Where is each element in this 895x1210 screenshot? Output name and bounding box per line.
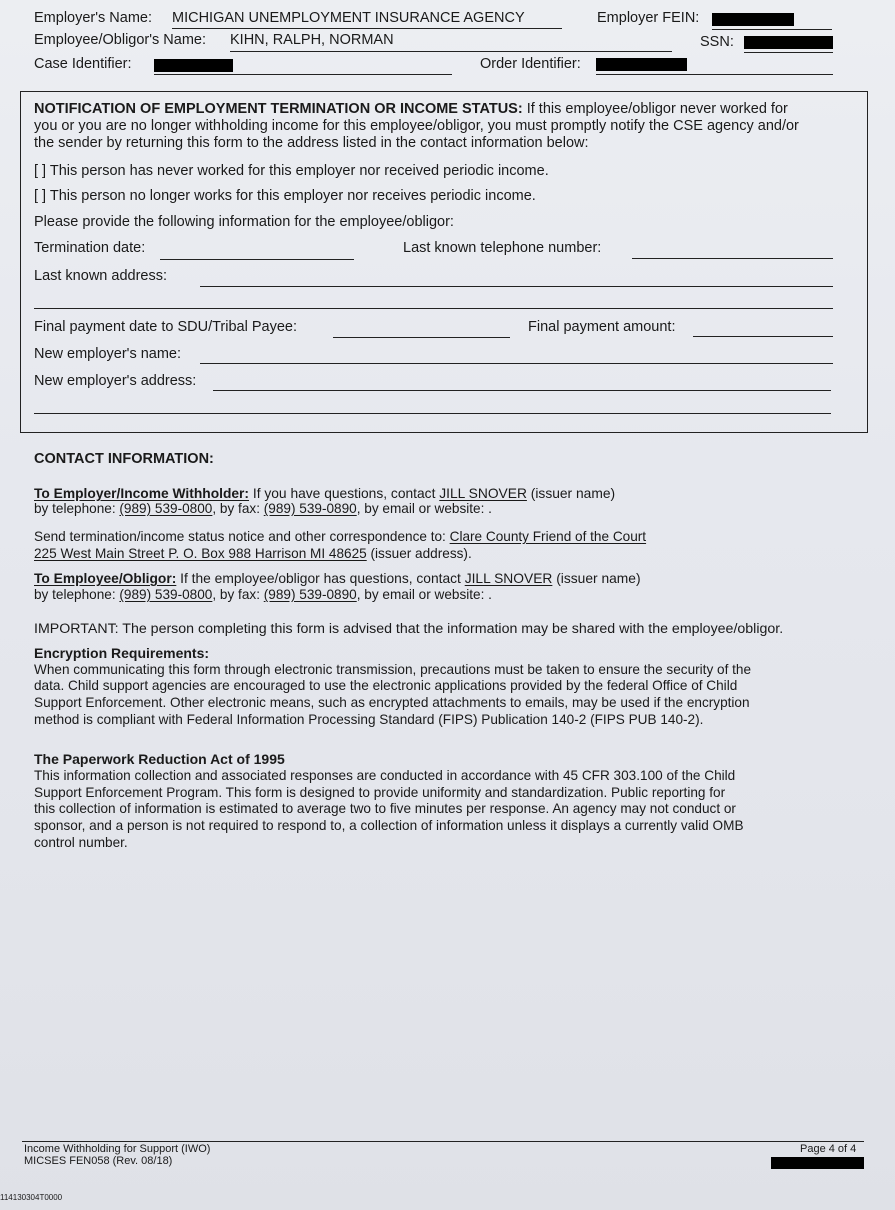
paperwork-line: Support Enforcement Program. This form is designed to provide uniformity and standardization. Public reporting for [34,785,726,800]
last-address-label: Last known address: [34,268,167,284]
encryption-line: When communicating this form through electronic transmission, precautions must be taken to ensure the security of the [34,662,752,677]
case-identifier-label: Case Identifier: [34,56,132,72]
employee-fax: (989) 539-0890 [263,587,357,602]
employee-phone: (989) 539-0800 [119,587,213,602]
employer-fax: (989) 539-0890 [263,501,357,516]
employee-issuer-name: JILL SNOVER [464,571,553,586]
ssn-underline [744,52,833,53]
paperwork-line: control number. [34,835,128,850]
last-address-field-1[interactable] [200,286,833,287]
final-payment-amount-label: Final payment amount: [528,319,676,335]
send-to-line2: 225 West Main Street P. O. Box 988 Harrison MI 48625 (issuer address). [34,546,472,561]
last-address-field-2[interactable] [34,308,833,309]
last-phone-field[interactable] [632,258,833,259]
employee-contact-line2: by telephone: (989) 539-0800, by fax: (989) 539-0890, by email or website: . [34,587,492,602]
final-payment-date-label: Final payment date to SDU/Tribal Payee: [34,319,298,335]
employer-fein-label: Employer FEIN: [597,10,700,26]
paperwork-line: This information collection and associated responses are conducted in accordance with 45 CFR 303.100 of the Child [34,768,736,783]
checkbox-no-longer-works[interactable]: [ ] This person no longer works for this employer nor receives periodic income. [34,188,536,204]
new-employer-address-label: New employer's address: [34,373,197,389]
employer-phone: (989) 539-0800 [119,501,213,516]
footer-page-number: Page 4 of 4 [800,1143,857,1155]
employer-name-label: Employer's Name: [34,10,152,26]
footer-barcode-text: 114130304T0000 [0,1193,63,1202]
checkbox-never-worked[interactable]: [ ] This person has never worked for this employer nor received periodic income. [34,163,549,179]
notification-intro-line3: the sender by returning this form to the address listed in the contact information below: [34,135,589,151]
new-employer-address-field-2[interactable] [34,413,831,414]
footer-form-id: MICSES FEN058 (Rev. 08/18) [24,1155,173,1167]
employer-issuer-name: JILL SNOVER [439,486,527,501]
employer-name-value: MICHIGAN UNEMPLOYMENT INSURANCE AGENCY [172,10,525,26]
order-identifier-redacted [596,58,687,71]
order-identifier-label: Order Identifier: [480,56,581,72]
final-payment-amount-field[interactable] [693,336,833,337]
send-to-line1: Send termination/income status notice and other correspondence to: Clare County Friend of the Court [34,529,647,544]
footer-form-title: Income Withholding for Support (IWO) [24,1143,211,1155]
encryption-line: Support Enforcement. Other electronic means, such as encrypted attachments to emails, may be used if the encryption [34,695,750,710]
last-phone-label: Last known telephone number: [403,240,602,256]
send-to-org: Clare County Friend of the Court [449,529,647,544]
employee-name-label: Employee/Obligor's Name: [34,32,207,48]
employer-fein-underline [712,29,832,30]
termination-date-label: Termination date: [34,240,146,256]
paperwork-line: sponsor, and a person is not required to respond to, a collection of information unless it displays a currently valid OMB [34,818,744,833]
employee-name-value: KIHN, RALPH, NORMAN [230,32,394,48]
employee-name-underline [230,51,672,52]
paperwork-heading: The Paperwork Reduction Act of 1995 [34,751,285,767]
contact-heading: CONTACT INFORMATION: [34,451,214,467]
encryption-line: method is compliant with Federal Information Processing Standard (FIPS) Publication 140-2 (FIPS PUB 140-2). [34,712,704,727]
send-to-address: 225 West Main Street P. O. Box 988 Harrison MI 48625 [34,546,367,561]
employer-contact-line2: by telephone: (989) 539-0800, by fax: (989) 539-0890, by email or website: . [34,501,492,516]
footer-rule [22,1141,864,1142]
important-notice: IMPORTANT: The person completing this form is advised that the information may be shared with the employee/obligor. [34,621,784,637]
employer-contact-line1: To Employer/Income Withholder: If you have questions, contact JILL SNOVER (issuer name) [34,486,616,501]
employer-contact-label: To Employer/Income Withholder: [34,486,250,501]
notification-title: NOTIFICATION OF EMPLOYMENT TERMINATION OR INCOME STATUS: [34,101,523,117]
provide-info-instruction: Please provide the following information for the employee/obligor: [34,214,454,230]
ssn-label: SSN: [700,34,734,50]
final-payment-date-field[interactable] [333,337,510,338]
encryption-heading: Encryption Requirements: [34,645,210,661]
case-identifier-underline [154,74,452,75]
new-employer-name-label: New employer's name: [34,346,182,362]
footer-redacted [771,1157,864,1169]
paperwork-line: this collection of information is estimated to average two to five minutes per response. An agency may not conduct or [34,801,736,816]
notification-intro-line1: NOTIFICATION OF EMPLOYMENT TERMINATION OR INCOME STATUS: If this employee/obligor never worked for [34,101,788,117]
encryption-line: data. Child support agencies are encouraged to use the electronic applications provided by the federal Office of Child [34,678,738,693]
ssn-redacted [744,36,833,49]
new-employer-name-field[interactable] [200,363,833,364]
new-employer-address-field-1[interactable] [213,390,831,391]
employer-fein-redacted [712,13,794,26]
employee-contact-line1: To Employee/Obligor: If the employee/obligor has questions, contact JILL SNOVER (issuer name) [34,571,641,586]
termination-date-field[interactable] [160,259,354,260]
employer-name-underline [172,28,562,29]
case-identifier-redacted [154,59,233,72]
notification-intro-line2: you or you are no longer withholding income for this employee/obligor, you must promptly notify the CSE agency and/or [34,118,799,134]
employee-contact-label: To Employee/Obligor: [34,571,177,586]
order-identifier-underline [596,74,833,75]
